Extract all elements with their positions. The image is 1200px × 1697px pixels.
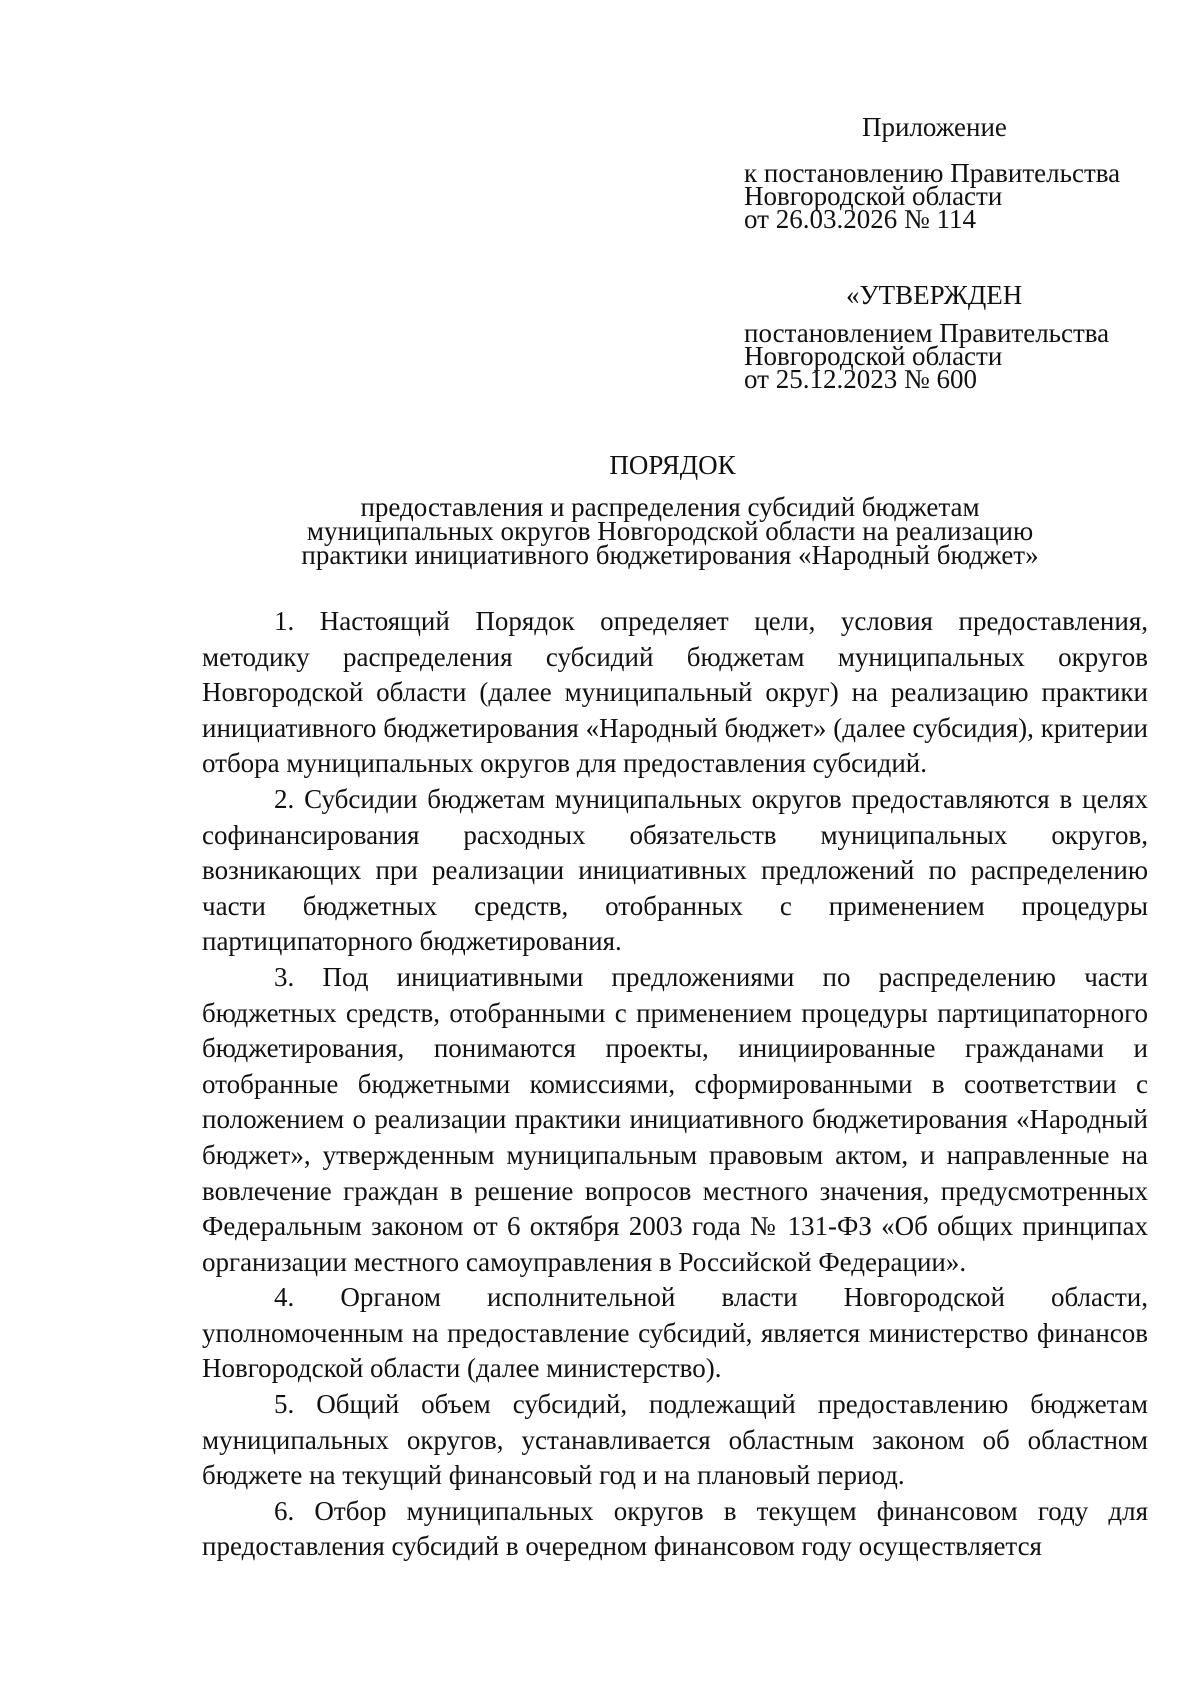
- paragraph-6: 6. Отбор муниципальных округов в текущем финансовом году для предоставления субсидий в очередном финансовом году осуществляется: [202, 1495, 1148, 1562]
- paragraph-1: 1. Настоящий Порядок определяет цели, условия предоставления, методику распределения субсидий бюджетам муниципальных округов Новгородской области (далее муниципальный округ) на реализацию практики инициативного бюджетирования «Народный бюджет» (далее субсидия), критерии отбора муниципальных округов для предоставления субсидий.: [202, 606, 1148, 779]
- subtitle-line: предоставления и распределения субсидий бюджетам: [360, 492, 980, 522]
- resolution-line: от 26.03.2026 № 114: [744, 204, 976, 234]
- resolution-line: Новгородской области: [744, 181, 1003, 211]
- paragraph-3: 3. Под инициативными предложениями по распределению части бюджетных средств, отобранными с применением процедуры партиципаторного бюджетирования, понимаются проекты, инициированные гражданами и отобранные бюджетными комиссиями, сформированными в соответствии с положением о реализации практики инициативного бюджетирования «Народный бюджет», утвержденным муниципальным правовым актом, и направленные на вовлечение граждан в решение вопросов местного значения, предусмотренных Федеральным законом от 6 октября 2003 года № 131-ФЗ «Об общих принципах организации местного самоуправления в Российской Федерации».: [202, 961, 1148, 1277]
- subtitle-line: практики инициативного бюджетирования «Народный бюджет»: [301, 540, 1039, 570]
- paragraph-4: 4. Органом исполнительной власти Новгородской области, уполномоченным на предоставление субсидий, является министерство финансов Новгородской области (далее министерство).: [202, 1282, 1148, 1384]
- paragraph-5: 5. Общий объем субсидий, подлежащий предоставлению бюджетам муниципальных округов, устанавливается областным законом об областном бюджете на текущий финансовый год и на плановый период.: [202, 1389, 1148, 1491]
- document-body: [202, 604, 1148, 1565]
- subtitle-line: муниципальных округов Новгородской области на реализацию: [306, 516, 1034, 546]
- paragraph-2: 2. Субсидии бюджетам муниципальных округов предоставляются в целях софинансирования расходных обязательств муниципальных округов, возникающих при реализации инициативных предложений по распределению части бюджетных средств, отобранных с применением процедуры партиципаторного бюджетирования.: [202, 783, 1148, 957]
- approval-line: Новгородской области: [744, 341, 1003, 371]
- appendix-label: Приложение: [862, 112, 1007, 142]
- resolution-line: к постановлению Правительства: [744, 158, 1121, 188]
- approval-line: от 25.12.2023 № 600: [744, 364, 977, 394]
- approval-reference: [744, 318, 1110, 394]
- approved-label: «УТВЕРЖДЕН: [846, 280, 1023, 310]
- document-subtitle: [240, 492, 1100, 570]
- document-title: ПОРЯДОК: [609, 450, 736, 480]
- approval-line: постановлением Правительства: [744, 318, 1110, 348]
- resolution-reference: [744, 158, 1121, 234]
